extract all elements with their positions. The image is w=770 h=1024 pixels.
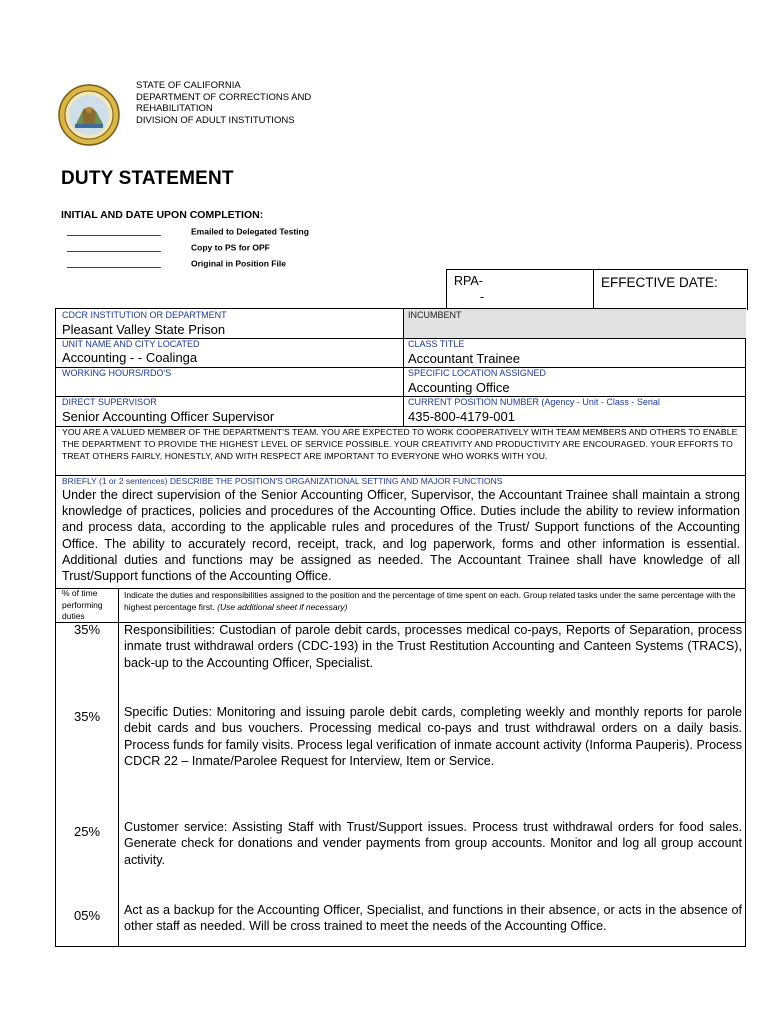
brief-description: Under the direct supervision of the Senior Accounting Officer, Supervisor, the Accountant Trainee shall maintain a strong knowledge of practices, policies and procedures of the Accounting Office. Duties include the ability to review information and process data, according to the applicable rules and procedures of the Trust/ Support functions of the Accounting Office. The ability to accurately record, receipt, track, and log paperwork, forms and other information is essential. Additional duties and functions may be assigned as needed. The Accountant Trainee shall have knowledge of all Trust/Support functions of the Accounting Office. [62, 488, 740, 584]
duty-text: Responsibilities: Custodian of parole debit cards, processes medical co-pays, Reports of Separation, process inmate trust withdrawal orders (CDC-193) in the Trust Restitution Accounting and Canteen Systems (TRACS), back-up to the Accounting Officer, Specialist. [124, 623, 742, 670]
hours-label: WORKING HOURS/RDO'S [62, 368, 172, 378]
duty-text: Act as a backup for the Accounting Officer, Specialist, and functions in their absence, or acts in the absence of other staff as needed. Will be cross trained to meet the needs of the Accounting Office. [124, 903, 742, 934]
duty-percent: 35% [73, 709, 101, 724]
checklist-item[interactable] [67, 258, 327, 269]
class-title-field[interactable] [408, 339, 520, 366]
duty-percent: 25% [73, 824, 101, 839]
agency-line: DEPARTMENT OF CORRECTIONS AND [136, 91, 312, 103]
incumbent-field[interactable] [408, 310, 462, 320]
valued-member-statement: YOU ARE A VALUED MEMBER OF THE DEPARTMENT'S TEAM. YOU ARE EXPECTED TO WORK COOPERATIVELY WITH TEAM MEMBERS AND OTHERS TO ENABLE THE DEPARTMENT TO PROVIDE THE HIGHEST LEVEL OF SERVICE POSSIBLE. YOUR CREATIVITY AND PRODUCTIVITY ARE ENCOURAGED. YOUR EFFORTS TO TREAT OTHERS FAIRLY, HONESTLY, AND WITH RESPECT ARE IMPORTANT TO EVERYONE WHO WORKS WITH YOU. [62, 427, 738, 461]
unit-label: UNIT NAME AND CITY LOCATED [62, 339, 200, 349]
instructions-italic: (Use additional sheet if necessary) [217, 602, 348, 612]
checklist-label: Emailed to Delegated Testing [191, 226, 309, 237]
initial-date-label: INITIAL AND DATE UPON COMPLETION: [61, 209, 264, 221]
percent-header: % of time performing duties [62, 588, 103, 621]
duty-text: Customer service: Assisting Staff with Trust/Support issues. Process trust withdrawal orders for food sales. Generate check for donations and vender payments from group accounts. Monitor and log all group account activity. [124, 820, 742, 867]
agency-line: STATE OF CALIFORNIA [136, 80, 241, 91]
institution-field[interactable] [62, 310, 227, 337]
location-field[interactable] [408, 368, 546, 395]
hours-field[interactable] [62, 368, 171, 378]
duty-percent: 05% [73, 908, 101, 923]
unit-field[interactable] [62, 339, 200, 365]
duty-text: Specific Duties: Monitoring and issuing parole debit cards, completing weekly and monthly reports for parole debit cards and bus vouchers. Processing medical co-pays and trust withdrawal orders on a daily basis. Process funds for family visits. Process legal verification of inmate account activity (Informa Pauperis). Process CDCR 22 – Inmate/Parolee Request for Interview, Item or Service. [124, 705, 742, 768]
position-number-value: 435-800-4179-001 [408, 409, 515, 424]
class-title-value: Accountant Trainee [408, 351, 521, 366]
instructions-text: Indicate the duties and responsibilities assigned to the position and the percentage of time spent on each. Group related tasks under the same percentage with the highest percentage first. [124, 590, 736, 612]
institution-value: Pleasant Valley State Prison [62, 322, 226, 337]
effective-date-label: EFFECTIVE DATE: [601, 275, 718, 290]
initial-line[interactable] [67, 243, 161, 252]
rpa-box[interactable] [446, 269, 594, 310]
checklist-item[interactable] [67, 242, 327, 253]
agency-header [136, 80, 311, 127]
initial-line[interactable] [67, 227, 161, 236]
rpa-label: RPA- [454, 274, 483, 288]
agency-line: REHABILITATION [136, 103, 213, 115]
supervisor-field[interactable] [62, 397, 274, 424]
location-value: Accounting Office [408, 380, 510, 395]
institution-label: CDCR INSTITUTION OR DEPARTMENT [62, 310, 227, 320]
duty-percent: 35% [73, 622, 101, 637]
position-number-field[interactable] [408, 397, 660, 424]
page-title: DUTY STATEMENT [61, 168, 234, 189]
location-label: SPECIFIC LOCATION ASSIGNED [408, 368, 546, 378]
instructions [124, 589, 739, 613]
position-number-label: CURRENT POSITION NUMBER (Agency - Unit - Class - Serial [408, 397, 660, 407]
brief-label: BRIEFLY (1 or 2 sentences) DESCRIBE THE POSITION'S ORGANIZATIONAL SETTING AND MAJOR FUNCTIONS [62, 476, 503, 486]
incumbent-label: INCUMBENT [408, 310, 462, 320]
agency-line: DIVISION OF ADULT INSTITUTIONS [136, 115, 295, 127]
class-title-label: CLASS TITLE [408, 339, 465, 349]
checklist-label: Original in Position File [191, 258, 286, 269]
unit-value: Accounting - - Coalinga [62, 350, 198, 365]
duty-form [55, 308, 746, 947]
state-seal-logo [58, 84, 120, 146]
supervisor-label: DIRECT SUPERVISOR [62, 397, 157, 407]
effective-date-box[interactable] [593, 269, 748, 310]
rpa-value: - [480, 290, 485, 304]
initial-line[interactable] [67, 259, 161, 268]
checklist-label: Copy to PS for OPF [191, 242, 270, 253]
supervisor-value: Senior Accounting Officer Supervisor [62, 409, 275, 424]
checklist-item[interactable] [67, 226, 327, 237]
